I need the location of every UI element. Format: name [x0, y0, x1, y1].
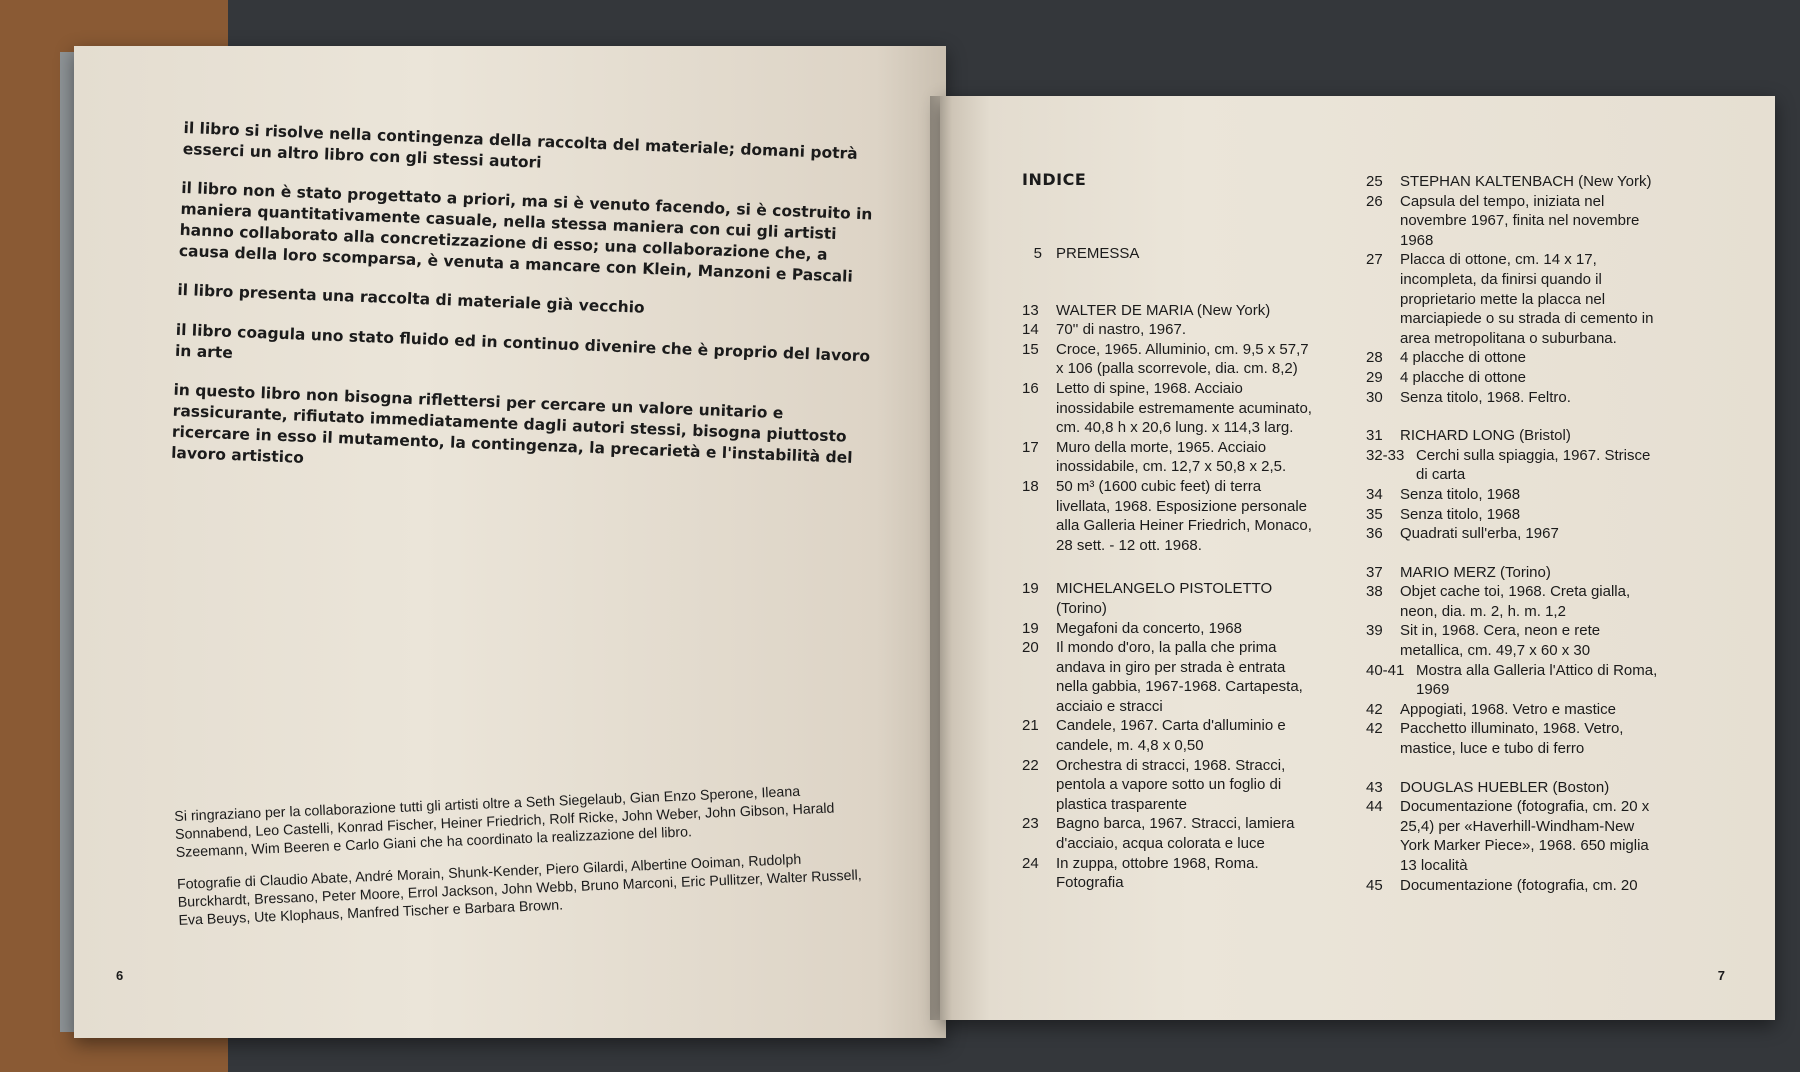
index-entry: 19 Megafoni da concerto, 1968 — [1022, 619, 1242, 637]
index-entry: 36 Quadrati sull'erba, 1967 — [1366, 525, 1559, 543]
index-entry: 17 Muro della morte, 1965. Acciaio inossidabile, cm. 12,7 x 50,8 x 2,5. — [1022, 438, 1287, 476]
index-entry: 35 Senza titolo, 1968 — [1366, 505, 1521, 523]
index-entry: 25 STEPHAN KALTENBACH (New York) — [1366, 173, 1652, 190]
book-gutter-shadow — [930, 96, 952, 1020]
index-entry: 29 4 placche di ottone — [1366, 368, 1526, 386]
index-entry: 32-33 Cerchi sulla spiaggia, 1967. Strisce di carta — [1366, 446, 1651, 484]
photo-credits: Fotografie di Claudio Abate, André Morain, Shunk-Kender, Piero Gilardi, Albertine Ooiman, Rudolph Burckhardt, Bressano, Peter Moore, Errol Jackson, John Webb, Bruno Marconi, Eric Pullitzer, Walter Russell, Eva Beuys, Ute Klophaus, Manfred Tischer e Barbara Brown. — [176, 851, 863, 930]
paragraph: il libro si risolve nella contingenza della raccolta del materiale; domani potrà esserci un altro libro con gli stessi autori — [182, 118, 859, 172]
index-entry: 16 Letto di spine, 1968. Acciaio inossidabile estremamente acuminato, cm. 40,8 h x 20,6 lung. x 114,3 larg. — [1022, 379, 1312, 437]
index-entry: 24 In zuppa, ottobre 1968, Roma. Fotografia — [1022, 854, 1259, 892]
index-entry: 28 4 placche di ottone — [1366, 349, 1526, 367]
index-entry: 19 MICHELANGELO PISTOLETTO (Torino) — [1022, 580, 1273, 617]
index-entry: 27 Placca di ottone, cm. 14 x 17, incompleta, da finirsi quando il proprietario mette la placca nel marciapiede o su strada di cemento in area metropolitana o suburbana. — [1366, 251, 1654, 347]
manifesto-text — [170, 118, 883, 509]
index-entry: 26 Capsula del tempo, iniziata nel novembre 1967, finita nel novembre 1968 — [1366, 192, 1640, 249]
index-entry: 42 Appogiati, 1968. Vetro e mastice — [1366, 700, 1616, 718]
index-entry: 34 Senza titolo, 1968 — [1366, 485, 1521, 503]
index-entry: 14 70'' di nastro, 1967. — [1022, 321, 1186, 339]
index-entry: 22 Orchestra di stracci, 1968. Stracci, pentola a vapore sotto un foglio di plastica trasparente — [1022, 756, 1286, 813]
acknowledgements: Si ringraziano per la collaborazione tutti gli artisti oltre a Seth Siegelaub, Gian Enzo Sperone, Ileana Sonnabend, Leo Castelli, Konrad Fischer, Heiner Friedrich, Rolf Ricke, John Weber, John Gibson, Harald Szeemann, Wim Beeren e Carlo Giani che ha coordinato la realizzazione del libro. — [174, 783, 835, 862]
index-entry: 45 Documentazione (fotografia, cm. 20 — [1366, 876, 1638, 894]
paragraph: in questo libro non bisogna riflettersi per cercare un valore unitario e rassicurante, rifiutato immediatamente dagli autori stessi, bisogna piuttosto ricercare in esso il mutamento, la contingenza, la precarietà e l'instabilità del lavoro artistico — [170, 380, 853, 467]
section-pistoletto — [1022, 579, 1317, 893]
index-title: INDICE — [1022, 170, 1087, 189]
index-column-left — [1022, 244, 1317, 893]
index-entry: 20 Il mondo d'oro, la palla che prima andava in giro per strada è entrata nella gabbia, 1967-1968. Cartapesta, acciaio e stracci — [1022, 639, 1303, 715]
section-richard-long — [1366, 426, 1666, 544]
right-page — [940, 96, 1775, 1020]
section-douglas-huebler — [1366, 778, 1666, 896]
section-kaltenbach — [1366, 172, 1666, 407]
index-entry: 5 PREMESSA — [1033, 245, 1140, 262]
index-entry: 38 Objet cache toi, 1968. Creta gialla, neon, dia. m. 2, h. m. 1,2 — [1366, 583, 1631, 620]
section-walter-de-maria — [1022, 301, 1317, 556]
paragraph: il libro presenta una raccolta di materiale già vecchio — [177, 281, 645, 318]
paragraph: il libro non è stato progettato a priori, ma si è venuto facendo, si è costruito in maniera quantitativamente casuale, nella stessa maniera con cui gli artisti hanno collaborato alla concretizzazione di esso; una collaborazione che, a causa della loro scomparsa, è venuta a mancare con Klein, Manzoni e Pascali — [178, 179, 873, 287]
index-entry: 21 Candele, 1967. Carta d'alluminio e candele, m. 4,8 x 0,50 — [1022, 717, 1286, 755]
index-entry: 31 RICHARD LONG (Bristol) — [1366, 427, 1571, 445]
index-entry: 37 MARIO MERZ (Torino) — [1366, 563, 1551, 581]
credits-block — [174, 780, 879, 944]
index-column-right — [1366, 172, 1666, 895]
index-entry: 18 50 m³ (1600 cubic feet) di terra livellata, 1968. Esposizione personale alla Galleria Heiner Friedrich, Monaco, 28 sett. - 12 ott. 1968. — [1022, 477, 1312, 554]
index-entry: 39 Sit in, 1968. Cera, neon e rete metallica, cm. 49,7 x 60 x 30 — [1366, 622, 1601, 660]
index-entry: 13 WALTER DE MARIA (New York) — [1022, 301, 1271, 319]
index-entry: 43 DOUGLAS HUEBLER (Boston) — [1366, 778, 1610, 796]
index-entry: 40-41 Mostra alla Galleria l'Attico di Roma, 1969 — [1366, 661, 1658, 699]
section-mario-merz — [1366, 563, 1666, 759]
paragraph: il libro coagula uno stato fluido ed in continuo divenire che è proprio del lavoro in arte — [174, 320, 871, 366]
index-entry: 23 Bagno barca, 1967. Stracci, lamiera d'acciaio, acqua colorata e luce — [1022, 815, 1295, 853]
index-entry: 42 Pacchetto illuminato, 1968. Vetro, mastice, luce e tubo di ferro — [1366, 720, 1624, 758]
index-entry: 30 Senza titolo, 1968. Feltro. — [1366, 388, 1571, 406]
index-entry: 15 Croce, 1965. Alluminio, cm. 9,5 x 57,7 x 106 (palla scorrevole, dia. cm. 8,2) — [1022, 340, 1309, 378]
index-entry: 44 Documentazione (fotografia, cm. 20 x 25,4) per «Haverhill-Windham-New York Marker Piece», 1968. 650 miglia 13 località — [1366, 798, 1650, 874]
left-page — [74, 46, 946, 1038]
page-number: 6 — [116, 968, 124, 983]
page-number: 7 — [1717, 968, 1725, 983]
